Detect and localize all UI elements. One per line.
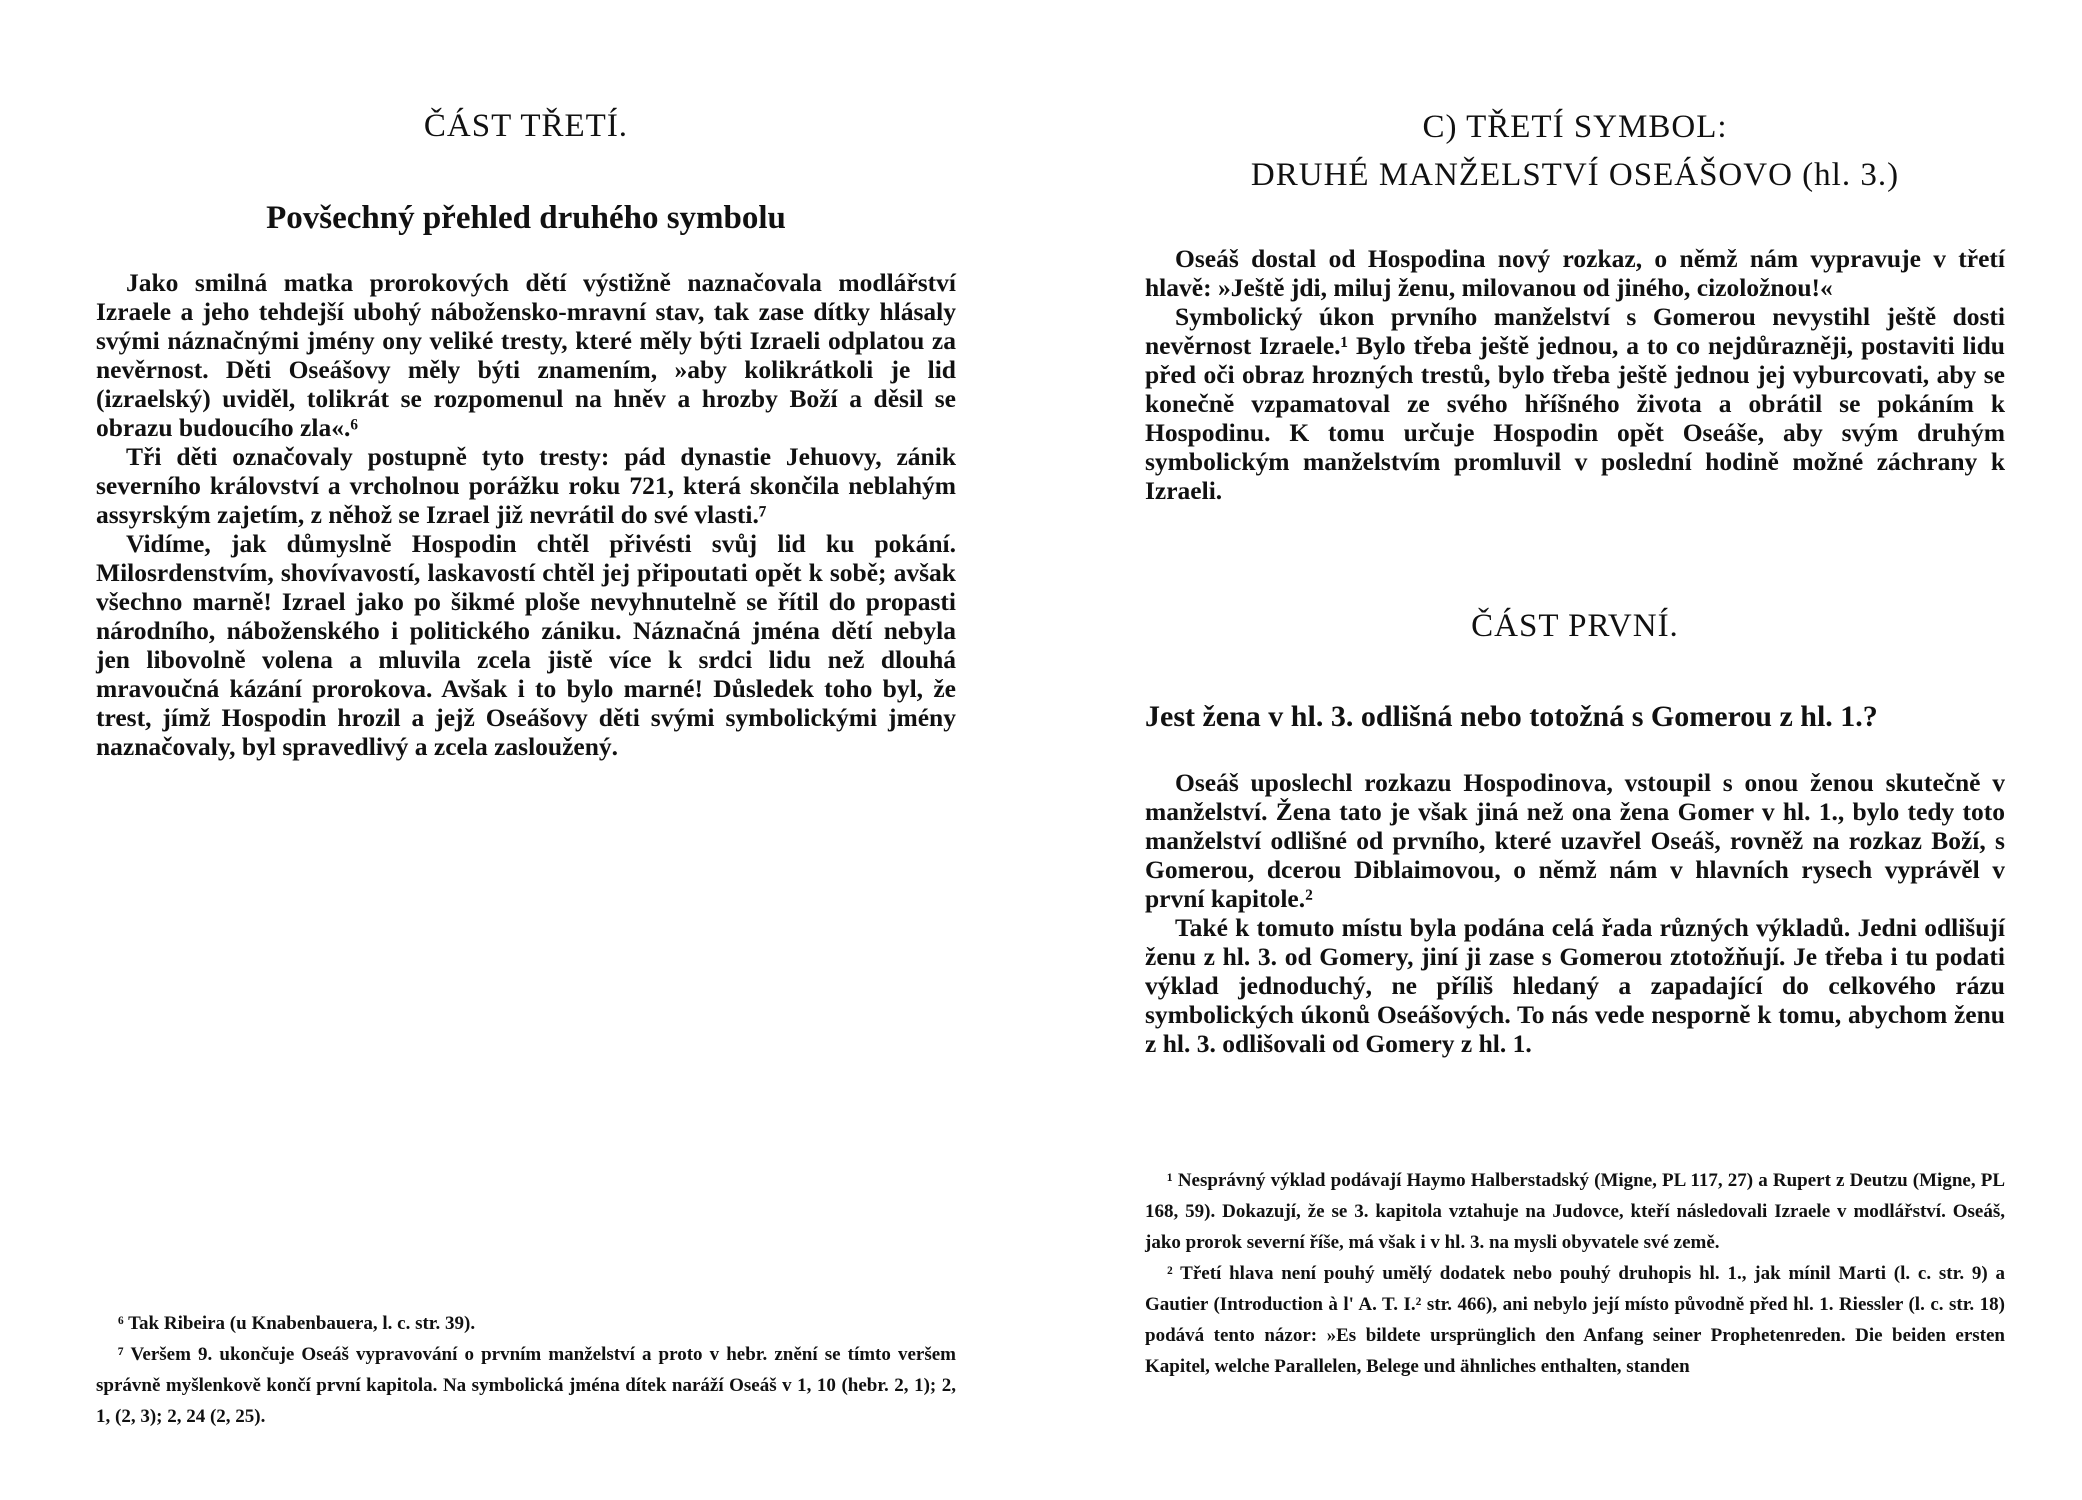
right-symbol-heading-line1: C) TŘETÍ SYMBOL: — [1422, 109, 1728, 145]
left-part-heading: ČÁST TŘETÍ. — [423, 108, 629, 144]
right-question-heading: Jest žena v hl. 3. odlišná nebo totožná s Gomerou z hl. 1.? — [1145, 700, 1878, 733]
right-page — [1145, 0, 2005, 1500]
left-subheading: Povšechný přehled druhého symbolu — [266, 200, 786, 236]
right-intro-paragraph-1: Oseáš dostal od Hospodina nový rozkaz, o němž nám vypravuje v třetí hlavě: »Ještě jdi, miluj ženu, milovanou od jiného, cizoložnou!« — [1145, 244, 2005, 302]
right-paragraph-2: Také k tomuto místu byla podána celá řada různých výkladů. Jedni odlišují ženu z hl. 3. od Gomery, jiní ji zase s Gomerou ztotožňují. Je třeba i tu podati výklad jednoduchý, ne příliš hledaný a zapadající do celkového rázu symbolických úkonů Oseášových. To nás vede nesporně k tomu, abychom ženu z hl. 3. odlišovali od Gomery z hl. 1. — [1145, 913, 2005, 1058]
right-body — [1145, 768, 2005, 1058]
left-footnote-7: ⁷ Veršem 9. ukončuje Oseáš vypravování o prvním manželství a proto v hebr. znění se tímto veršem správně myšlenkově končí první kapitola. Na symbolická jména dítek naráží Oseáš v 1, 10 (hebr. 2, 1); 2, 1, (2, 3); 2, 24 (2, 25). — [96, 1344, 956, 1427]
left-page — [96, 0, 956, 1500]
right-footnote-1: ¹ Nesprávný výklad podávají Haymo Halberstadský (Migne, PL 117, 27) a Rupert z Deutzu (Migne, PL 168, 59). Dokazují, že se 3. kapitola vztahuje na Judovce, kteří následovali Izraele v modlářství. Oseáš, jako prorok severní říše, má však i v hl. 3. na mysli obyvatele své země. — [1145, 1170, 2005, 1253]
left-paragraph-2: Tři děti označovaly postupně tyto tresty: pád dynastie Jehuovy, zánik severního království a vrcholnou porážku roku 721, která skončila neblahým assyrským zajetím, z něhož se Izrael již nevrátil do své vlasti.⁷ — [96, 442, 956, 529]
left-footnote-6: ⁶ Tak Ribeira (u Knabenbauera, l. c. str. 39). — [118, 1313, 476, 1334]
right-intro — [1145, 244, 2005, 505]
right-footnotes — [1145, 1165, 2005, 1382]
right-paragraph-1: Oseáš uposlechl rozkazu Hospodinova, vstoupil s onou ženou skutečně v manželství. Žena tato je však jiná než ona žena Gomer v hl. 1., bylo tedy toto manželství odlišné od prvního, které uzavřel Oseáš, rovněž na rozkaz Boží, s Gomerou, dcerou Diblaimovou, o němž nám v hlavních rysech vyprávěl v první kapitole.² — [1145, 768, 2005, 913]
right-intro-paragraph-2: Symbolický úkon prvního manželství s Gomerou nevystihl ještě dosti nevěrnost Izraele.¹ Bylo třeba ještě jednou, a to co nejdůrazněji, postaviti lidu před oči obraz hrozných trestů, bylo třeba ještě jednou jej vyburcovati, aby se konečně vzpamatoval ze svého hříšného života a obrátil se pokáním k Hospodinu. K tomu určuje Hospodin opět Oseáše, aby svým druhým symbolickým manželstvím promluvil v poslední hodině možné záchrany k Izraeli. — [1145, 302, 2005, 505]
right-part-heading: ČÁST PRVNÍ. — [1471, 608, 1679, 644]
right-footnote-2: ² Třetí hlava není pouhý umělý dodatek nebo pouhý druhopis hl. 1., jak mínil Marti (l. c. str. 9) a Gautier (Introduction à l' A. T. I.² str. 466), ani nebylo její místo původně před hl. 1. Riessler (l. c. str. 18) podává tento názor: »Es bildete ursprünglich den Anfang seiner Prophetenreden. Die beiden ersten Kapitel, welche Parallelen, Belege und ähnliches enthalten, standen — [1145, 1263, 2005, 1377]
left-body — [96, 268, 956, 761]
left-paragraph-1: Jako smilná matka prorokových dětí výstižně naznačovala modlářství Izraele a jeho tehdejší ubohý nábožensko-mravní stav, tak zase dítky hlásaly svými náznačnými jmény ony veliké tresty, které měly býti Izraeli odplatou za nevěrnost. Děti Oseášovy měly býti znamením, »aby kolikrátkoli je lid (izraelský) uviděl, tolikrát se rozpomenul na hněv a hrozby Boží a děsil se obrazu budoucího zla«.⁶ — [96, 268, 956, 442]
right-symbol-heading-line2: DRUHÉ MANŽELSTVÍ OSEÁŠOVO (hl. 3.) — [1250, 157, 1900, 193]
left-footnotes — [96, 1308, 956, 1432]
left-paragraph-3: Vidíme, jak důmyslně Hospodin chtěl přivésti svůj lid ku pokání. Milosrdenstvím, shovívavostí, laskavostí chtěl jej připoutati opět k sobě; avšak všechno marně! Izrael jako po šikmé ploše nevyhnutelně se řítil do propasti národního, náboženského i politického zániku. Náznačná jména dětí nebyla jen libovolně volena a mluvila zcela jistě více k srdci lidu než dlouhá mravoučná kázání prorokova. Avšak i to bylo marné! Důsledek toho byl, že trest, jímž Hospodin hrozil a jejž Oseášovy děti svými symbolickými jmény naznačovaly, byl spravedlivý a zcela zasloužený. — [96, 529, 956, 761]
